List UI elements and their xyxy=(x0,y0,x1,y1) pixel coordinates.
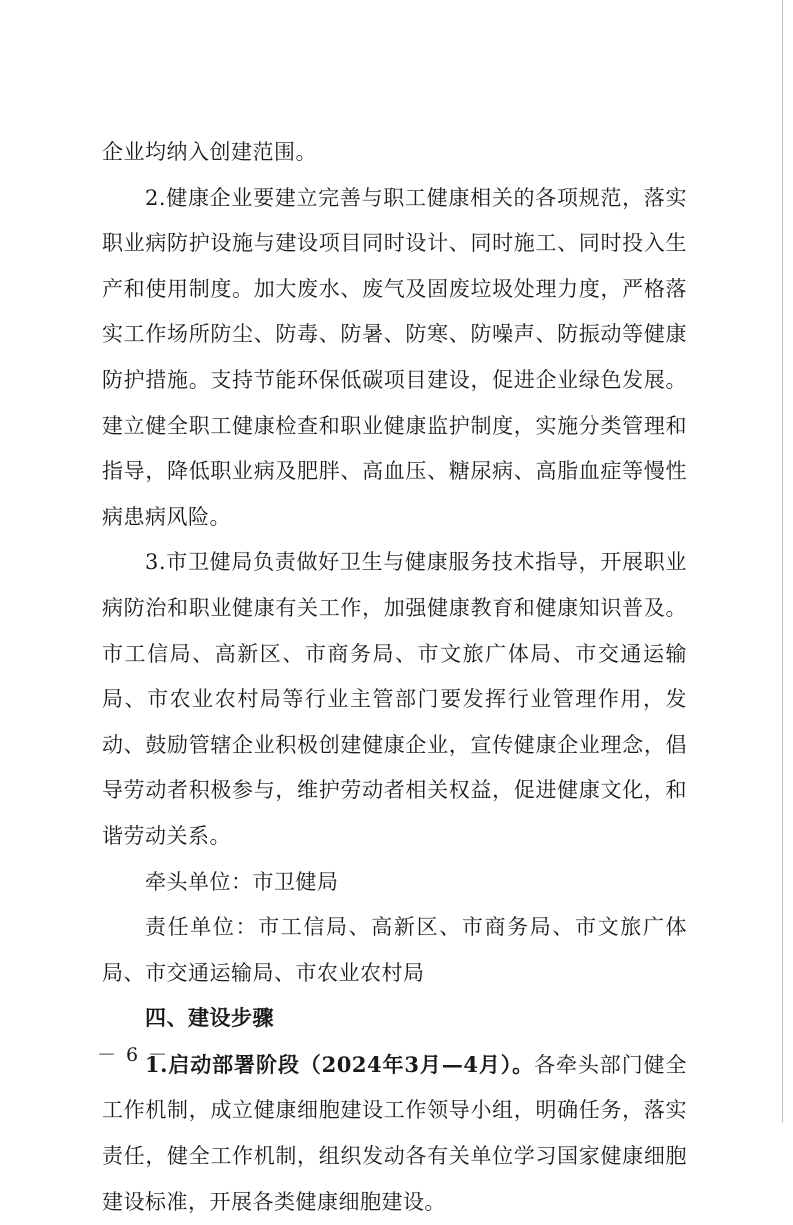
responsible-units-line: 责任单位：市工信局、高新区、市商务局、市文旅广体局、市交通运输局、市农业农村局 xyxy=(102,915,687,985)
paragraph-continuation: 企业均纳入创建范围。 xyxy=(102,140,317,164)
scan-edge-line xyxy=(782,0,783,1122)
body-text xyxy=(102,130,687,1225)
section-heading: 四、建设步骤 xyxy=(145,1006,274,1031)
stage-1-body: 各牵头部门健全工作机制，成立健康细胞建设工作领导小组，明确任务，落实责任，健全工作机制，组织发动各有关单位学习国家健康细胞建设标准，开展各类健康细胞建设。 xyxy=(102,1052,688,1214)
paragraph-item-3: 3.市卫健局负责做好卫生与健康服务技术指导，开展职业病防治和职业健康有关工作，加强健康教育和健康知识普及。市工信局、高新区、市商务局、市文旅广体局、市交通运输局、市农业农村局等行业主管部门要发挥行业管理作用，发动、鼓励管辖企业积极创建健康企业，宣传健康企业理念，倡导劳动者积极参与，维护劳动者相关权益，促进健康文化，和谐劳动关系。 xyxy=(102,550,687,848)
page-number: － 6 － xyxy=(97,1044,170,1066)
stage-1-paragraph xyxy=(102,1042,687,1225)
stage-1-title: 1.启动部署阶段（2024年3月—4月）。 xyxy=(145,1051,535,1077)
lead-unit-line: 牵头单位：市卫健局 xyxy=(145,869,339,894)
paragraph-item-2: 2.健康企业要建立完善与职工健康相关的各项规范，落实职业病防护设施与建设项目同时设计、同时施工、同时投入生产和使用制度。加大废水、废气及固废垃圾处理力度，严格落实工作场所防尘、防毒、防暑、防寒、防噪声、防振动等健康防护措施。支持节能环保低碳项目建设，促进企业绿色发展。建立健全职工健康检查和职业健康监护制度，实施分类管理和指导，降低职业病及肥胖、高血压、糖尿病、高脂血症等慢性病患病风险。 xyxy=(102,185,687,529)
